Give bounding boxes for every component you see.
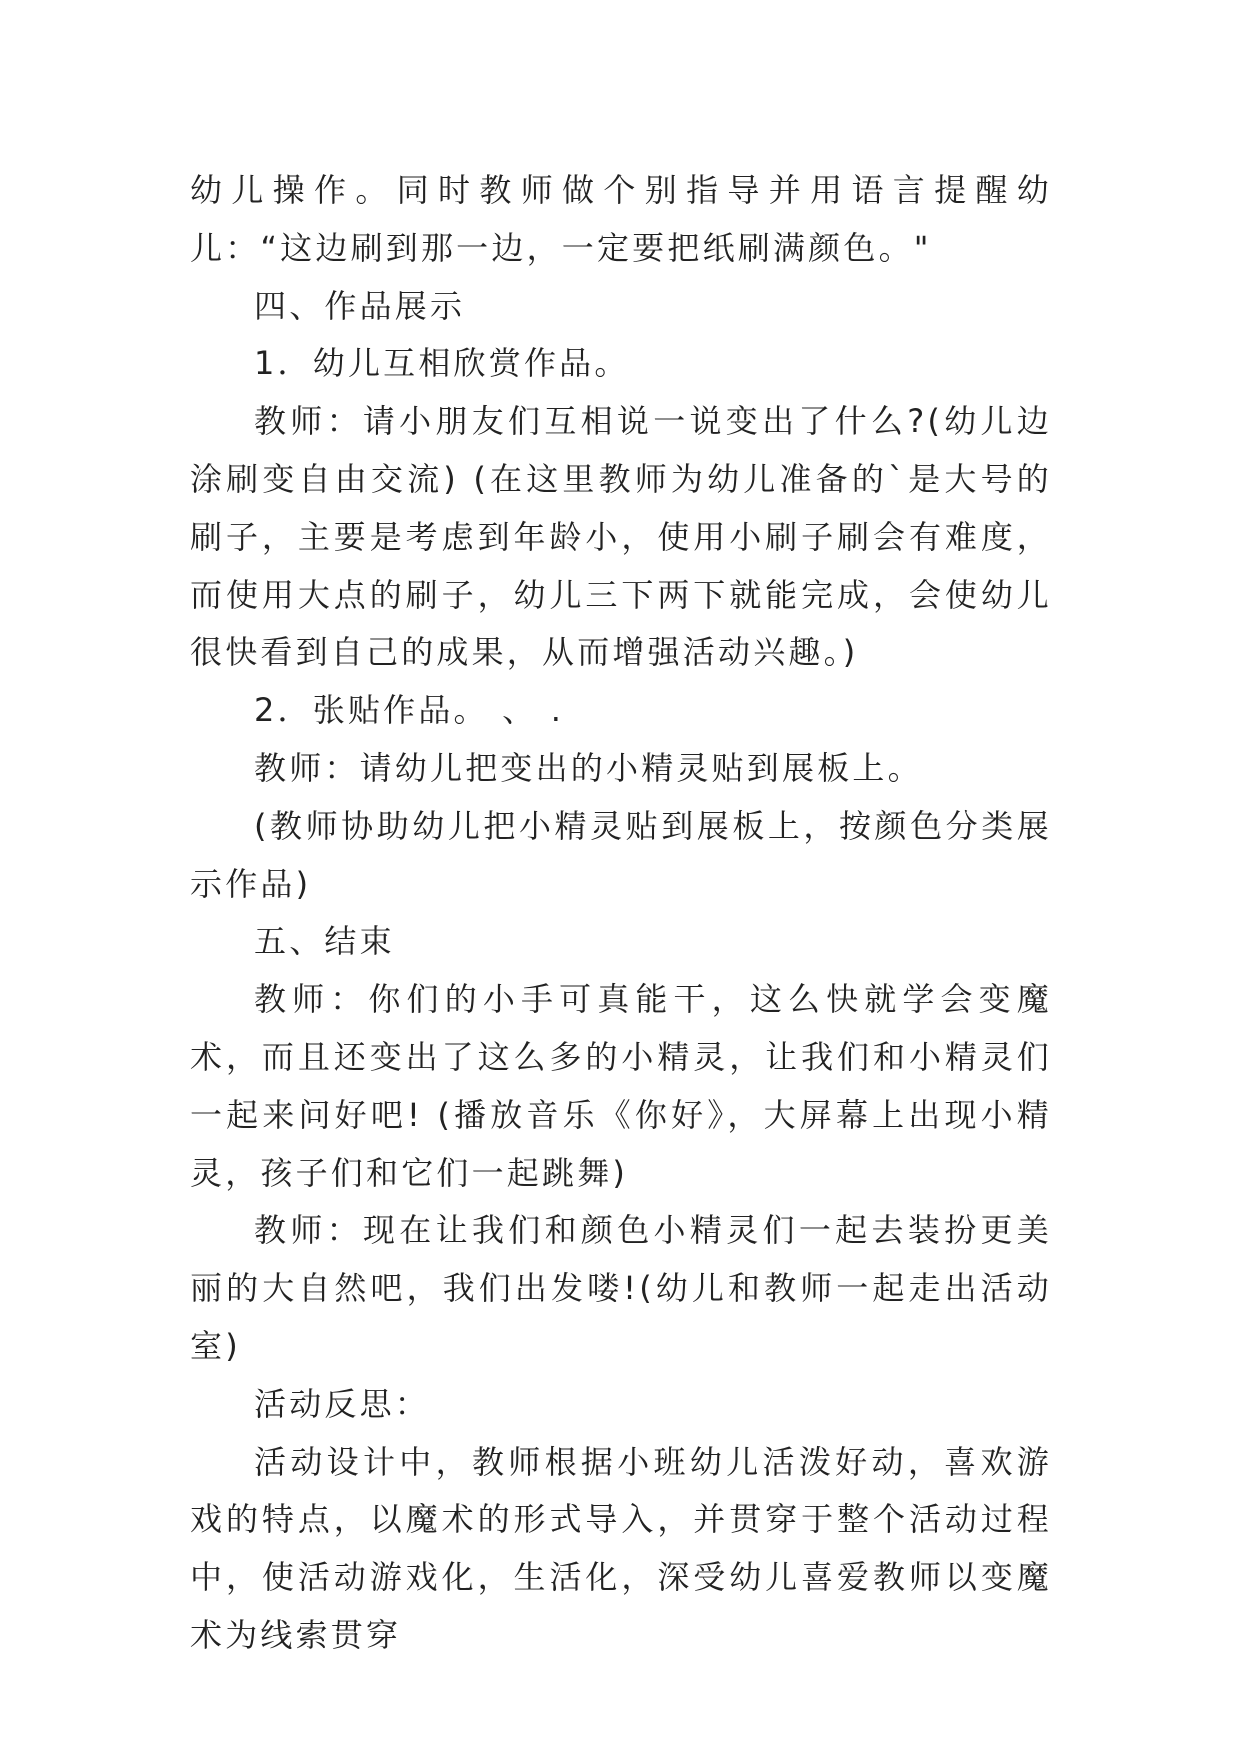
paragraph-continuation: 幼儿操作。同时教师做个别指导并用语言提醒幼儿：“这边刷到那一边，一定要把纸刷满颜色。" (190, 171, 1052, 267)
paragraph-teacher-prompt-2: 教师：请幼儿把变出的小精灵贴到展板上。 (254, 748, 923, 787)
list-item-appreciate-works: 1．幼儿互相欣赏作品。 (254, 344, 630, 383)
section-heading-reflection: 活动反思： (254, 1384, 431, 1423)
paragraph-teacher-prompt-3: 教师：你们的小手可真能干，这么快就学会变魔术，而且还变出了这么多的小精灵，让我们和小精灵们一起来问好吧! (播放音乐《你好》，大屏幕上出现小精灵，孩子们和它们一起跳舞) (190, 980, 1052, 1192)
paragraph-teacher-prompt-4: 教师：现在让我们和颜色小精灵们一起去装扮更美丽的大自然吧，我们出发喽!(幼儿和教师一起走出活动室) (190, 1211, 1052, 1365)
section-heading-works-display: 四、作品展示 (254, 286, 466, 325)
paragraph-reflection-body: 活动设计中，教师根据小班幼儿活泼好动，喜欢游戏的特点，以魔术的形式导入，并贯穿于整个活动过程中，使活动游戏化，生活化，深受幼儿喜爱教师以变魔术为线索贯穿 (190, 1442, 1052, 1654)
paragraph-teacher-assist-note: (教师协助幼儿把小精灵贴到展板上，按颜色分类展示作品) (190, 806, 1052, 903)
document-body (190, 162, 1052, 1665)
paragraph-teacher-prompt-1: 教师：请小朋友们互相说一说变出了什么?(幼儿边涂刷变自由交流) (在这里教师为幼儿准备的`是大号的刷子，主要是考虑到年龄小，使用小刷子刷会有难度，而使用大点的刷子，幼儿三下两下就能完成，会使幼儿很快看到自己的成果，从而增强活动兴趣。) (190, 402, 1052, 672)
section-heading-ending: 五、结束 (254, 922, 395, 961)
list-item-post-works: 2．张贴作品。 、 . (254, 691, 565, 730)
